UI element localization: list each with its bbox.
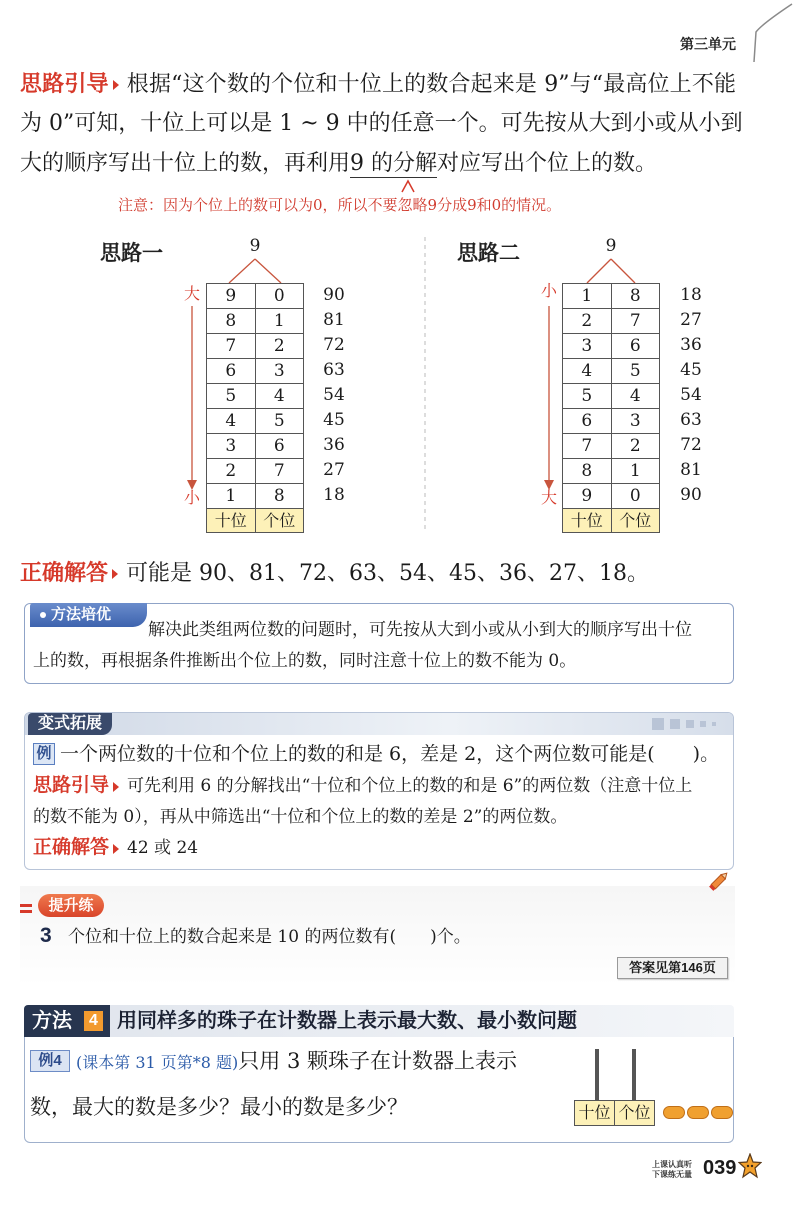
method4-prefix: 方法 — [24, 1005, 110, 1037]
ones-cell: 8 — [612, 284, 661, 309]
abacus-rod-tens — [595, 1049, 599, 1101]
ones-cell: 4 — [256, 384, 305, 409]
ones-cell: 5 — [612, 359, 661, 384]
ones-cell: 1 — [256, 309, 305, 334]
guide-text-3b: 对应写出个位上的数。 — [437, 151, 658, 176]
method-tip-line-2: 上的数，再根据条件推断出个位上的数，同时注意十位上的数不能为 0。 — [33, 651, 577, 671]
slogan-top: 上课认真听 — [652, 1160, 692, 1169]
diagram-1-root: 9 — [249, 236, 261, 256]
tens-cell: 2 — [563, 309, 612, 334]
diagram-1-title: 思路一 — [100, 242, 163, 265]
diagram-2-results — [677, 283, 705, 508]
ones-cell: 8 — [256, 484, 305, 509]
diagram-1-arrow-top: 大 — [184, 284, 201, 303]
result-number: 72 — [680, 435, 702, 455]
stripes-icon — [20, 904, 32, 907]
header-decoration — [686, 720, 694, 728]
guide-line-2: 为 0”可知，十位上可以是 1 ~ 9 中的任意一个。可先按从大到小或从小到 — [20, 111, 743, 136]
table-row — [563, 459, 660, 484]
diagram-2-arrow-top: 小 — [541, 281, 558, 300]
page-number: 039 — [703, 1157, 737, 1179]
tree-branch-left — [587, 259, 611, 283]
table-row — [563, 309, 660, 334]
table-row — [207, 409, 304, 434]
tens-cell: 7 — [207, 334, 256, 359]
result-number: 18 — [680, 285, 702, 305]
header-decoration — [652, 718, 664, 730]
answer-reference: 答案见第146页 — [617, 957, 728, 979]
table-row — [207, 334, 304, 359]
header-decoration — [700, 721, 706, 727]
ones-cell: 7 — [612, 309, 661, 334]
variant-answer-text: 42 或 24 — [127, 838, 199, 858]
result-number: 54 — [323, 385, 345, 405]
ones-cell: 0 — [612, 484, 661, 509]
answer-text: 可能是 90、81、72、63、54、45、36、27、18。 — [126, 561, 649, 586]
tens-cell: 1 — [563, 284, 612, 309]
tens-cell: 9 — [563, 484, 612, 509]
guide-note: 注意：因为个位上的数可以为0，所以不要忽略9分成9和0的情况。 — [118, 196, 562, 214]
table-row — [207, 484, 304, 509]
bead — [687, 1106, 709, 1119]
tree-branch-left — [229, 259, 255, 283]
abacus-base — [574, 1100, 655, 1126]
tens-cell: 3 — [207, 434, 256, 459]
result-number: 90 — [680, 485, 702, 505]
practice-number: 3 — [40, 924, 52, 947]
example4-line-2: 数，最大的数是多少？最小的数是多少？ — [30, 1095, 408, 1119]
table-row — [207, 309, 304, 334]
result-number: 36 — [680, 335, 702, 355]
table-row — [207, 284, 304, 309]
ones-cell: 3 — [256, 359, 305, 384]
pointer-icon — [112, 569, 118, 579]
bead-group — [663, 1106, 733, 1119]
result-number: 36 — [323, 435, 345, 455]
diagram-1-results — [320, 283, 348, 508]
tens-cell: 7 — [563, 434, 612, 459]
table-body — [563, 284, 660, 509]
ones-cell: 1 — [612, 459, 661, 484]
tens-cell: 1 — [207, 484, 256, 509]
abacus-label-tens: 十位 — [575, 1101, 615, 1125]
example4-tag: 例4 — [30, 1050, 70, 1072]
diagram-2-arrow-bottom: 大 — [541, 488, 558, 507]
tens-cell: 9 — [207, 284, 256, 309]
practice-title: 提升练 — [38, 894, 104, 917]
variant-header-band — [25, 713, 733, 735]
tens-cell: 5 — [563, 384, 612, 409]
result-number: 27 — [680, 310, 702, 330]
method4-number: 4 — [84, 1011, 103, 1031]
guide-text-1: 根据“这个数的个位和十位上的数合起来是 9”与“最高位上不能 — [126, 72, 736, 97]
highlight-text: 9 的分解 — [350, 151, 438, 176]
result-number: 45 — [323, 410, 345, 430]
tens-cell: 6 — [207, 359, 256, 384]
caret-arrow-icon — [400, 177, 416, 195]
diagram-2-root: 9 — [605, 236, 617, 256]
result-number: 18 — [323, 485, 345, 505]
tree-branch-right — [255, 259, 281, 283]
pointer-icon — [113, 844, 119, 854]
tens-cell: 8 — [563, 459, 612, 484]
diagram-1-table — [206, 283, 304, 533]
page-corner-curve — [740, 0, 800, 64]
result-number: 27 — [323, 460, 345, 480]
ones-cell: 3 — [612, 409, 661, 434]
table-row — [207, 359, 304, 384]
method-tip-tab — [30, 603, 147, 627]
star-mascot-icon — [738, 1153, 762, 1179]
method-tip-line-1: 解决此类组两位数的问题时，可先按从大到小或从小到大的顺序写出十位 — [148, 620, 692, 640]
table-row — [207, 459, 304, 484]
header-decoration — [670, 719, 680, 729]
answer-label: 正确解答 — [20, 560, 109, 585]
ones-cell: 6 — [612, 334, 661, 359]
variant-guide-line-2: 的数不能为 0），再从中筛选出“十位和个位上的数的差是 2”的两位数。 — [33, 807, 568, 827]
table-row — [563, 484, 660, 509]
unit-label: 第三单元 — [680, 36, 736, 52]
table-row — [563, 334, 660, 359]
ones-cell: 2 — [256, 334, 305, 359]
tens-cell: 8 — [207, 309, 256, 334]
slogan-bottom: 下课练无量 — [652, 1170, 692, 1179]
result-number: 81 — [680, 460, 702, 480]
variant-answer-line — [33, 835, 198, 861]
table-footer — [563, 509, 660, 533]
variant-title: 变式拓展 — [28, 713, 112, 735]
ones-cell: 7 — [256, 459, 305, 484]
table-footer — [207, 509, 304, 533]
example-tag: 例 — [33, 743, 55, 765]
ones-cell: 2 — [612, 434, 661, 459]
dot-icon — [40, 612, 46, 618]
table-body — [207, 284, 304, 509]
tens-cell: 5 — [207, 384, 256, 409]
tens-cell: 4 — [563, 359, 612, 384]
table-row — [207, 384, 304, 409]
header-decoration — [712, 722, 716, 726]
method4-title: 用同样多的珠子在计数器上表示最大数、最小数问题 — [117, 1010, 577, 1032]
example4-line-1 — [76, 1046, 517, 1078]
abacus-label-ones: 个位 — [618, 1103, 651, 1122]
result-number: 81 — [323, 310, 345, 330]
table-row — [563, 409, 660, 434]
result-number: 45 — [680, 360, 702, 380]
tens-cell: 6 — [563, 409, 612, 434]
result-number: 72 — [323, 335, 345, 355]
table-row — [563, 384, 660, 409]
table-row — [563, 284, 660, 309]
result-number: 90 — [323, 285, 345, 305]
practice-question: 个位和十位上的数合起来是 10 的两位数有( )个。 — [68, 927, 471, 947]
answer-line — [20, 558, 649, 589]
guide-line-1 — [20, 68, 736, 101]
diagram-2-table — [562, 283, 660, 533]
ones-cell: 0 — [256, 284, 305, 309]
result-number: 63 — [323, 360, 345, 380]
diagram-2-title: 思路二 — [457, 242, 520, 265]
ones-cell: 4 — [612, 384, 661, 409]
abacus-rod-ones — [632, 1049, 636, 1101]
tens-header: 十位 — [207, 509, 256, 533]
highlight-term — [350, 151, 437, 178]
method-tip-title: 方法培优 — [51, 606, 112, 623]
ones-cell: 6 — [256, 434, 305, 459]
bead — [711, 1106, 733, 1119]
guide-text-3a: 大的顺序写出十位上的数，再利用 — [20, 151, 351, 176]
bead — [663, 1106, 685, 1119]
pointer-icon — [113, 782, 119, 792]
tens-cell: 2 — [207, 459, 256, 484]
pencil-icon — [706, 868, 732, 894]
textbook-source: (课本第 31 页第*8 题) — [76, 1053, 239, 1072]
tree-branch-right — [611, 259, 635, 283]
ones-header: 个位 — [256, 509, 305, 533]
pointer-icon — [113, 80, 119, 90]
result-number: 54 — [680, 385, 702, 405]
guide-label: 思路引导 — [20, 71, 109, 96]
example4-text: 只用 3 颗珠子在计数器上表示 — [238, 1049, 518, 1073]
stripes-icon — [20, 910, 32, 913]
diagram-1-arrow-bottom: 小 — [184, 488, 201, 507]
result-number: 63 — [680, 410, 702, 430]
variant-guide-label: 思路引导 — [33, 775, 110, 796]
tens-cell: 3 — [563, 334, 612, 359]
ones-cell: 5 — [256, 409, 305, 434]
table-row — [207, 434, 304, 459]
guide-line-3 — [20, 148, 736, 180]
variant-answer-label: 正确解答 — [33, 837, 110, 858]
variant-guide-text: 可先利用 6 的分解找出“十位和个位上的数的和是 6”的两位数（注意十位上 — [127, 776, 693, 796]
footer-slogan — [652, 1160, 692, 1180]
table-row — [563, 359, 660, 384]
ones-header: 个位 — [612, 509, 661, 533]
variant-question: 一个两位数的十位和个位上的数的和是 6，差是 2，这个两位数可能是( )。 — [60, 743, 720, 765]
table-row — [563, 434, 660, 459]
variant-guide-line-1 — [33, 773, 692, 799]
tens-header: 十位 — [563, 509, 612, 533]
tens-cell: 4 — [207, 409, 256, 434]
